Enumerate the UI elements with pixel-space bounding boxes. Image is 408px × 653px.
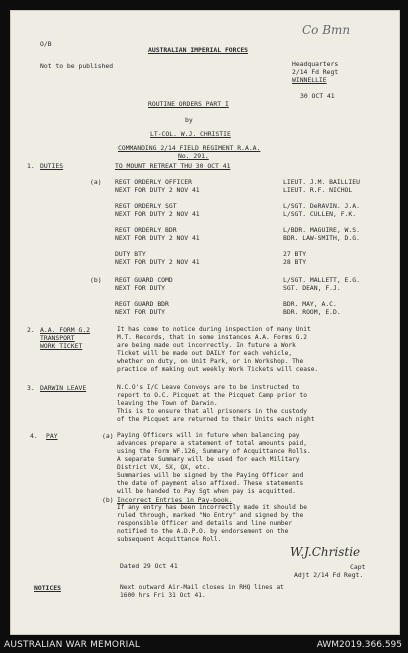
section-2-text — [117, 326, 318, 374]
section-4-number: 4. — [30, 432, 38, 440]
footer-source: AUSTRALIAN WAR MEMORIAL — [4, 640, 141, 650]
section-1-heading: TO MOUNT RETREAT THU 30 OCT 41 — [115, 162, 231, 170]
section-2-line: Ticket will be made out DAILY for each vehicle, — [117, 350, 293, 357]
section-4-title: PAY — [46, 432, 58, 440]
section-1-title: DUTIES — [40, 162, 64, 170]
section-3-number: 3. — [27, 384, 35, 392]
section-4-a-line: the date of payment also affixed. These statements — [117, 480, 304, 487]
section-2-line: It has come to notice during inspection of many Unit — [117, 326, 311, 333]
hq-line-3: WINNELLIE — [292, 76, 327, 84]
section-4-b-line: If any entry has been incorrectly made it should be — [117, 504, 307, 511]
notices-line: Next outward Air-Mail closes in RHQ lines at — [120, 584, 284, 591]
duty-row-5-right-2: SGT. DEAN, F.J. — [283, 284, 341, 292]
section-1-b-label: (b) — [90, 276, 102, 284]
duty-row-3-left-1: REGT ORDERLY BDR — [115, 226, 177, 234]
notices-title: NOTICES — [34, 584, 61, 592]
section-2-number: 2. — [27, 326, 35, 334]
order-number: No. 291. — [178, 152, 209, 160]
duty-row-4-left-2: NEXT FOR DUTY 2 NOV 41 — [115, 258, 200, 266]
routine-orders-title: ROUTINE ORDERS PART I — [148, 100, 229, 108]
section-2-title-3: WORK TICKET — [40, 342, 83, 350]
section-4-a-line: using the Form WF.126, Summary of Acquittance Rolls. — [117, 448, 311, 455]
adjutant-line: Adjt 2/14 Fd Regt. — [294, 571, 364, 579]
duty-row-5-left-1: REGT GUARD COMD — [115, 276, 173, 284]
section-2-line: whether on duty, on Unit Park, or in Workshop. The — [117, 358, 304, 365]
duty-row-3-right-2: BDR. LAW-SMITH, D.G. — [283, 234, 360, 242]
section-3-line: This is to ensure that all prisoners in the custody — [117, 408, 307, 415]
by-line: by — [185, 116, 193, 124]
duty-row-6-left-2: NEXT FOR DUTY — [115, 308, 166, 316]
notices-line: 1600 hrs Fri 31 Oct 41. — [120, 592, 206, 599]
duty-row-6-right-1: BDR. MAY, A.C. — [283, 300, 337, 308]
hq-line-2: 2/14 Fd Regt — [292, 68, 339, 76]
duty-row-6-left-1: REGT GUARD BDR — [115, 300, 169, 308]
section-4-b-line: subsequent Acquittance Roll. — [117, 536, 222, 543]
notices-text — [120, 584, 284, 600]
section-4-b-text — [117, 504, 307, 544]
duty-row-2-right-1: L/SGT. DeRAVIN. J.A. — [283, 202, 360, 210]
document-title: AUSTRALIAN IMPERIAL FORCES — [148, 46, 249, 54]
section-4-a-line: Paying Officers will in future when balancing pay — [117, 432, 300, 439]
section-3-text — [117, 384, 314, 424]
duty-row-2-left-2: NEXT FOR DUTY 2 NOV 41 — [115, 210, 200, 218]
section-4-b-line: ruled through, marked "No Entry" and signed by the — [117, 512, 304, 519]
duty-row-6-right-2: BDR. ROOM, E.D. — [283, 308, 341, 316]
section-4-b-line: notified to the A.D.P.O. by endorsement on the — [117, 528, 289, 535]
commanding-line: COMMANDING 2/14 FIELD REGIMENT R.A.A. — [118, 144, 261, 152]
commander-name: LT-COL. W.J. CHRISTIE — [150, 130, 231, 138]
duty-row-2-left-1: REGT ORDERLY SGT — [115, 202, 177, 210]
rank-capt: Capt — [350, 563, 366, 571]
archive-footer — [0, 637, 408, 653]
duty-row-4-right-2: 28 BTY — [283, 258, 307, 266]
section-4-b-title: Incorrect Entries in Pay-book. — [117, 496, 233, 504]
section-4-a-line: Summaries will be signed by the Paying Officer and — [117, 472, 304, 479]
section-4-a-text — [117, 432, 311, 496]
section-4-a-line: A separate Summary will be used for each Military — [117, 456, 300, 463]
header-date: 30 OCT 41 — [300, 92, 335, 100]
dated-line: Dated 29 Oct 41 — [120, 562, 178, 570]
duty-row-5-right-1: L/SGT. MALLETT, E.G. — [283, 276, 360, 284]
duty-row-2-right-2: L/SGT. CULLEN, F.K. — [283, 210, 357, 218]
duty-row-1-left-2: NEXT FOR DUTY 2 NOV 41 — [115, 186, 200, 194]
signature: W.J.Christie — [290, 545, 361, 559]
document-page — [10, 10, 400, 635]
section-3-title: DARWIN LEAVE — [40, 384, 87, 392]
duty-row-1-right-2: LIEUT. R.F. NICHOL — [283, 186, 353, 194]
section-1-a-label: (a) — [90, 178, 102, 186]
section-2-line: are being made out incorrectly. In future a Work — [117, 342, 296, 349]
handwritten-note: Co Bmn — [302, 23, 351, 37]
section-4-a-line: will be handed to Pay Sgt when pay is acquitted. — [117, 488, 296, 495]
classification-mark: O/B — [40, 40, 52, 48]
duty-row-1-right-1: LIEUT. J.M. BAILLIEU — [283, 178, 360, 186]
duty-row-3-left-2: NEXT FOR DUTY 2 NOV 41 — [115, 234, 200, 242]
section-2-line: practice of making out weekly Work Tickets will cease. — [117, 366, 319, 373]
section-4-a-line: District VX, SX, QX, etc. — [117, 464, 211, 471]
section-4-b-label: (b) — [102, 496, 114, 504]
section-2-title-1: A.A. FORM G.2 — [40, 326, 91, 334]
section-2-line: M.T. Records, that in some instances A.A. Forms G.2 — [117, 334, 307, 341]
duty-row-5-left-2: NEXT FOR DUTY — [115, 284, 166, 292]
section-4-a-label: (a) — [102, 432, 114, 440]
section-4-b-line: responsible Officer and details and line number — [117, 520, 293, 527]
section-3-line: leaving the Town of Darwin. — [117, 400, 218, 407]
hq-line-1: Headquarters — [292, 60, 339, 68]
section-3-line: N.C.O's I/C Leave Convoys are to be instructed to — [117, 384, 300, 391]
section-3-line: report to O.C. Picquet at the Picquet Camp prior to — [117, 392, 307, 399]
duty-row-4-right-1: 27 BTY — [283, 250, 307, 258]
duty-row-1-left-1: REGT ORDERLY OFFICER — [115, 178, 192, 186]
duty-row-3-right-1: L/BDR. MAGUIRE, W.S. — [283, 226, 360, 234]
section-3-line: of the Picquet are returned to their Units each night — [117, 416, 315, 423]
not-published-note: Not to be published — [40, 62, 114, 70]
section-2-title-2: TRANSPORT — [40, 334, 75, 342]
duty-row-4-left-1: DUTY BTY — [115, 250, 146, 258]
section-4-a-line: advances prepare a statement of total amounts paid, — [117, 440, 307, 447]
section-1-number: 1. — [27, 162, 35, 170]
footer-accession-number: AWM2019.366.595 — [316, 640, 402, 650]
